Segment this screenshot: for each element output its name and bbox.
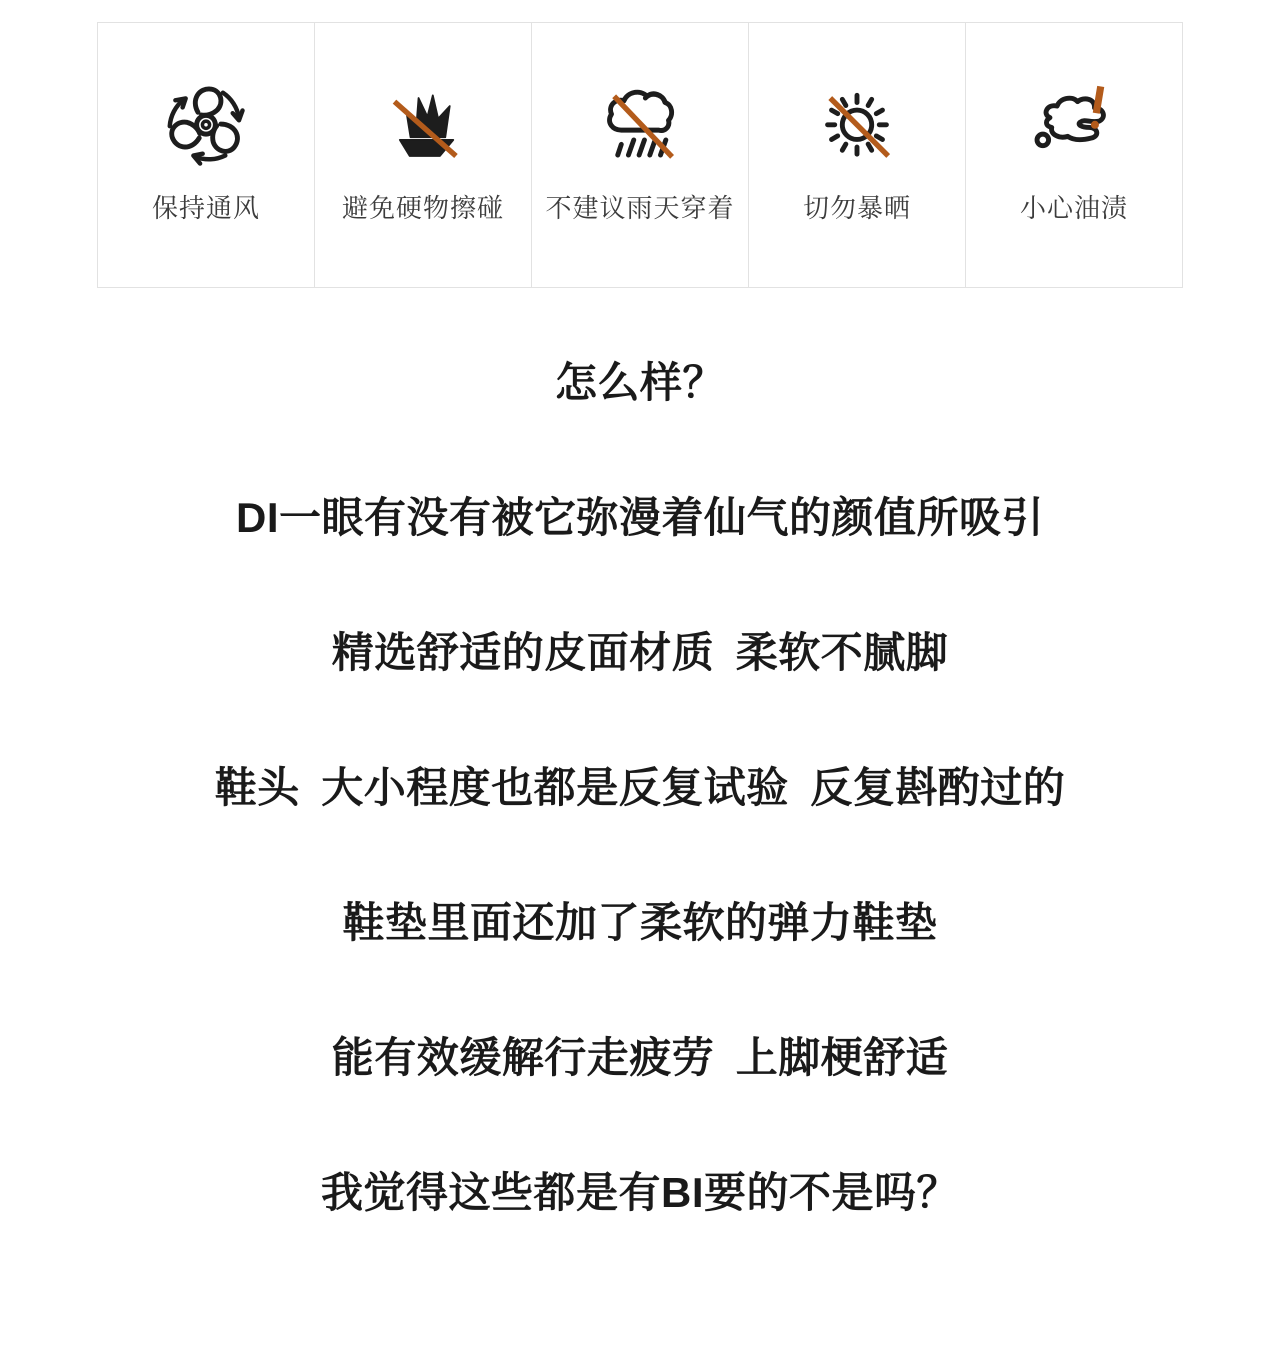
copy-line-4: 鞋头 大小程度也都是反复试验 反复斟酌过的 (214, 764, 1066, 811)
care-item-label: 切勿暴晒 (802, 193, 911, 223)
copy-line-6: 能有效缓解行走疲劳 上脚梗舒适 (331, 1034, 949, 1081)
care-item-label: 小心油渍 (1019, 193, 1128, 223)
care-item-no-hard-objects (315, 23, 532, 287)
care-item-label: 保持通风 (151, 193, 260, 223)
icon-wrap (591, 69, 689, 177)
care-item-label: 不建议雨天穿着 (545, 193, 735, 223)
oil-stain-icon (1025, 74, 1123, 172)
icon-wrap (157, 69, 255, 177)
copy-line-2: DI一眼有没有被它弥漫着仙气的颜值所吸引 (235, 494, 1044, 541)
care-item-oil-stain (966, 23, 1182, 287)
care-item-no-sun (749, 23, 966, 287)
icon-wrap (808, 69, 906, 177)
icon-wrap (374, 69, 472, 177)
no-rain-icon (591, 74, 689, 172)
fan-icon (157, 74, 255, 172)
no-hard-objects-icon (374, 74, 472, 172)
copy-line-1: 怎么样？ (554, 359, 725, 406)
icon-wrap (1025, 69, 1123, 177)
copy-line-3: 精选舒适的皮面材质 柔软不腻脚 (331, 629, 949, 676)
copy-line-5: 鞋垫里面还加了柔软的弹力鞋垫 (342, 899, 938, 946)
care-item-label: 避免硬物擦碰 (341, 193, 504, 223)
care-instructions-strip (97, 22, 1183, 288)
care-item-no-rain (532, 23, 749, 287)
copy-line-7: 我觉得这些都是有BI要的不是吗？ (320, 1169, 959, 1216)
marketing-copy (0, 358, 1280, 1218)
no-sun-icon (808, 74, 906, 172)
care-item-ventilation (98, 23, 315, 287)
